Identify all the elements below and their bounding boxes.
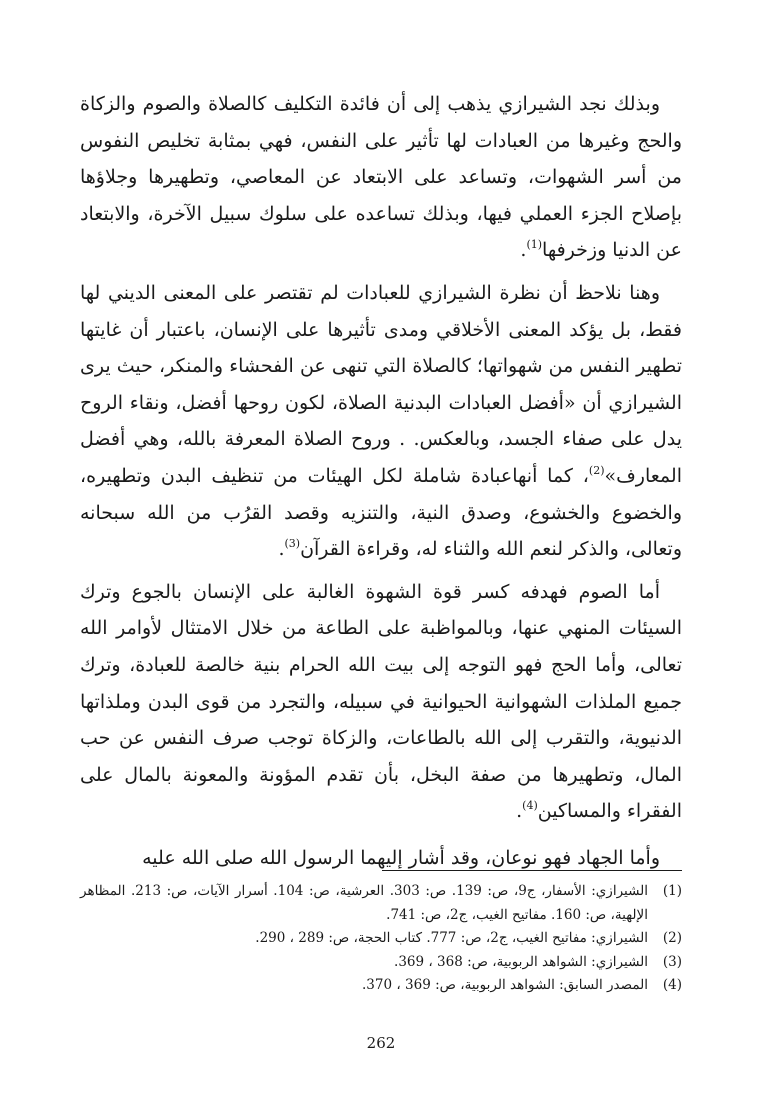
paragraph-2 — [80, 275, 682, 568]
footnote-number: (2) — [662, 930, 682, 946]
footnote-ref: (2) — [588, 463, 605, 477]
footnote-text: المصدر السابق: الشواهد الربوبية، ص: 369 ، 370. — [361, 977, 648, 993]
footnote-number: (3) — [662, 953, 682, 970]
main-text — [80, 86, 682, 876]
paragraph-end: . — [520, 239, 527, 262]
footnote-number: (4) — [662, 977, 682, 993]
page-number: 262 — [366, 1034, 396, 1052]
paragraph-3 — [80, 574, 682, 830]
footnote-separator — [382, 870, 682, 871]
paragraph-1 — [80, 86, 682, 269]
footnote-2 — [80, 927, 682, 951]
paragraph-text: أما الصوم فهدفه كسر قوة الشهوة الغالبة على الإنسان بالجوع وترك السيئات المنهي عنها، وبالمواظبة على الطاعة من خلال الامتثال لأوامر الله تعالى، وأما الحج فهو التوجه إلى بيت الله الحرام بنية خالصة للعبادة، وترك جميع الملذات الشهوانية الحيوانية في سبيله، والتجرد من قوى البدن وملذاتها الدنيوية، والتقرب إلى الله بالطاعات، والزكاة توجب صرف النفس عن حب المال، وتطهيرها من صفة البخل، بأن تقدم المؤونة والمعونة بالمال على الفقراء والمساكين — [80, 580, 682, 823]
paragraph-end: . — [516, 800, 523, 823]
paragraph-end: . — [278, 538, 285, 561]
footnote-text: الشيرازي: الشواهد الربوبية، ص: 368 ، 369. — [394, 953, 648, 970]
paragraph-text: وهنا نلاحظ أن نظرة الشيرازي للعبادات لم تقتصر على المعنى الديني لها فقط، بل يؤكد المعنى الأخلاقي ومدى تأثيرها على الإنسان، باعتبار أن غايتها تطهير النفس من شهواتها؛ كالصلاة التي تنهى عن الفحشاء والمنكر، حيث يرى الشيرازي أن «أفضل العبادات البدنية الصلاة، لكون روحها أفضل، ونقاء الروح يدل على صفاء الجسد، وبالعكس. . وروح الصلاة المعرفة بالله، وهي أفضل المعارف» — [80, 281, 682, 487]
footnote-text: الشيرازي: مفاتيح الغيب، ج2، ص: 777. كتاب الحجة، ص: 289 ، 290. — [255, 930, 648, 946]
footnote-ref: (4) — [522, 799, 538, 813]
paragraph-text: وأما الجهاد فهو نوعان، وقد أشار إليهما الرسول الله صلى الله عليه — [142, 846, 660, 869]
paragraph-text: وبذلك نجد الشيرازي يذهب إلى أن فائدة التكليف كالصلاة والصوم والزكاة والحج وغيرها من العبادات لها تأثير على النفس، فهي بمثابة تخليص النفوس من أسر الشهوات، وتساعد على الابتعاد عن المعاصي، وتطهيرها وجلاؤها بإصلاح الجزء العملي فيها، وبذلك تساعده على سلوك سبيل الآخرة، والابتعاد عن الدنيا وزخرفها — [80, 93, 682, 262]
footnote-ref: (3) — [284, 537, 301, 551]
footnote-ref: (1) — [526, 238, 543, 252]
footnote-1 — [80, 880, 682, 927]
footnote-text: الشيرازي: الأسفار، ج9، ص: 139. ص: 303. العرشية، ص: 104. أسرار الآيات، ص: 213. المظاهر الإلهية، ص: 160. مفاتيح الغيب، ج2، ص: 741. — [80, 883, 649, 923]
footnotes — [80, 880, 682, 998]
footnote-3 — [80, 951, 682, 975]
footnote-4 — [80, 974, 682, 998]
paragraph-text-continued: ، كما أنهاعبادة شاملة لكل الهيئات من تنظيف البدن وتطهيره، والخضوع والخشوع، وصدق النية، والتنزيه وقصد القرُب من الله سبحانه وتعالى، والذكر لنعم الله والثناء له، وقراءة القرآن — [80, 464, 682, 561]
footnote-number: (1) — [662, 883, 682, 899]
